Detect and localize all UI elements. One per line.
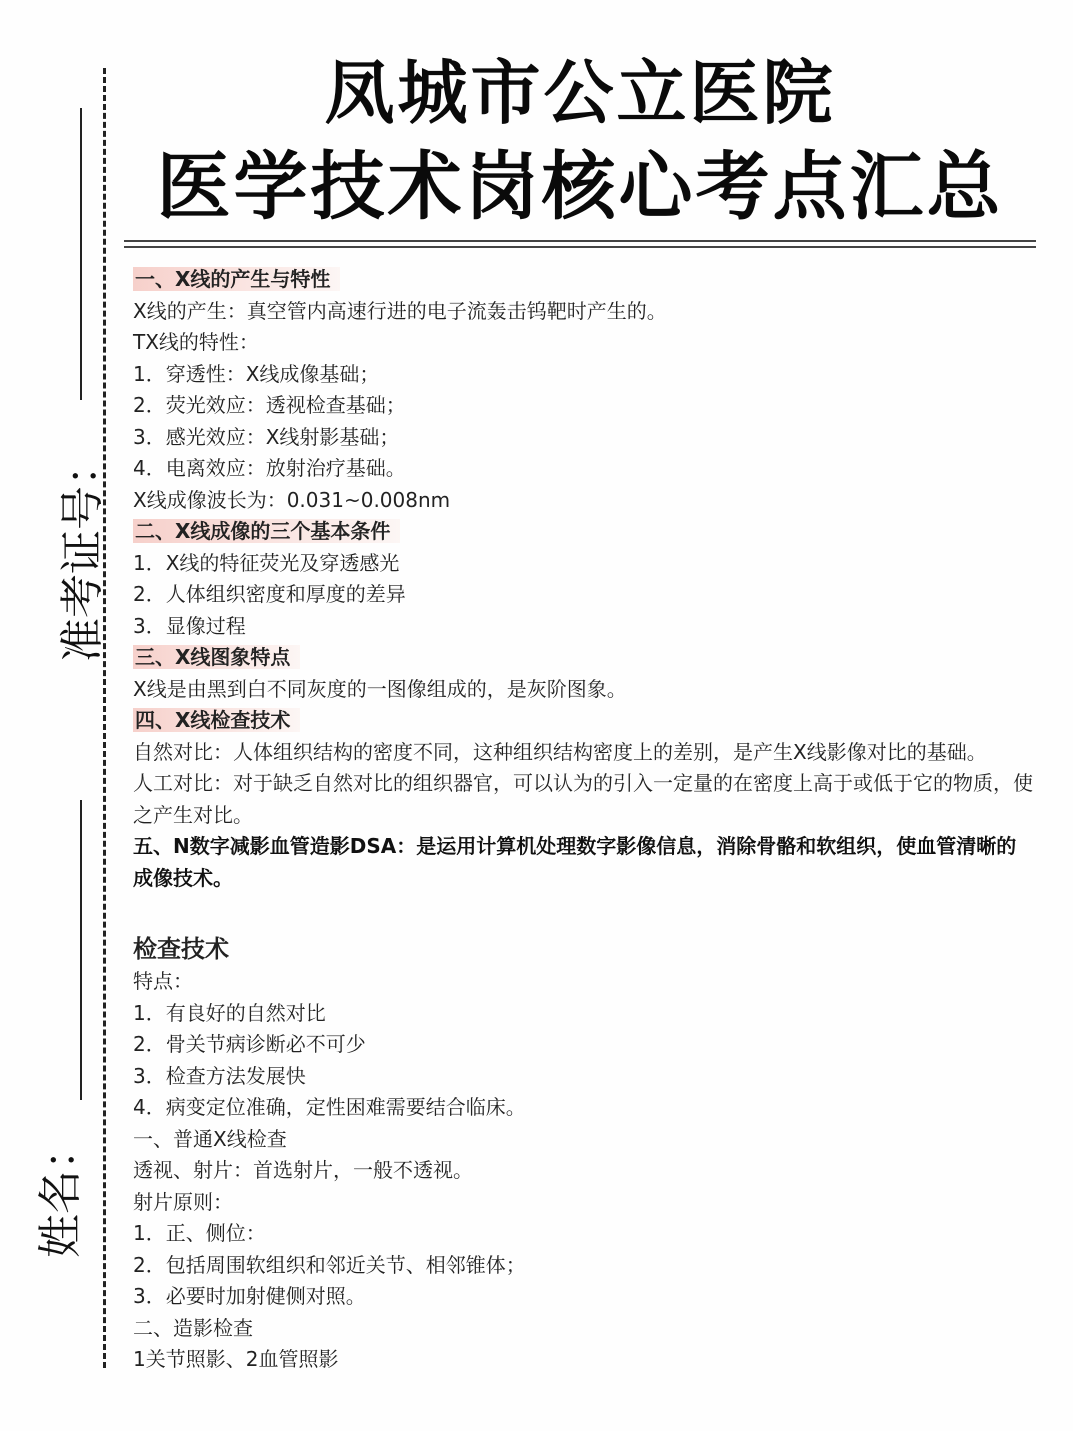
list-item: 4．病变定位准确，定性困难需要结合临床。 [133,1095,526,1119]
list-item: 2．人体组织密度和厚度的差异 [133,582,406,606]
section-title: 检查技术 [133,935,229,963]
exam-number-label: 准考证号： [57,442,108,662]
exam-number-blank-line [80,108,82,400]
list-item: 1．X线的特征荧光及穿透感光 [133,550,400,575]
sub-heading: 二、造影检查 [133,1315,253,1340]
list-item: 2．骨关节病诊断必不可少 [133,1032,366,1056]
text-line: 特点： [133,969,193,993]
section-heading: 三、X线图象特点 [133,642,1033,674]
section-heading: 一、X线的产生与特性 [133,264,1033,296]
sub-heading: 一、普通X线检查 [133,1126,287,1151]
text-paragraph: 人工对比：对于缺乏自然对比的组织器官，可以认为的引入一定量的在密度上高于或低于它的物质，使之产生对比。 [133,771,1033,827]
text-line: 透视、射片：首选射片，一般不透视。 [133,1158,473,1182]
text-line: X线成像波长为：0.031~0.008nm [133,487,451,512]
name-blank-line [80,800,82,1100]
text-line: 1关节照影、2血管照影 [133,1347,339,1371]
list-item: 3．必要时加射健侧对照。 [133,1284,366,1308]
list-item: 1．正、侧位： [133,1221,266,1245]
list-item: 2．包括周围软组织和邻近关节、相邻锥体； [133,1252,526,1277]
binding-dashed-line [103,68,106,1368]
text-paragraph: 自然对比：人体组织结构的密度不同，这种组织结构密度上的差别，是产生X线影像对比的基础。 [133,739,987,764]
list-item: 3．检查方法发展快 [133,1063,306,1088]
list-item: 2．荧光效应：透视检查基础； [133,393,406,417]
text-line: X线的产生：真空管内高速行进的电子流轰击钨靶时产生的。 [133,298,667,323]
title-rule [124,246,1036,248]
title-rule [124,240,1036,242]
list-item: 4．电离效应：放射治疗基础。 [133,456,406,480]
section-heading: 四、X线检查技术 [133,705,1033,737]
list-item: 3．感光效应：X线射影基础； [133,424,400,449]
name-label: 姓名： [35,1126,86,1258]
text-line: 射片原则： [133,1189,233,1214]
text-line: X线是由黑到白不同灰度的一图像组成的，是灰阶图象。 [133,676,627,701]
notes-content [133,264,1033,1376]
hospital-title: 凤城市公立医院 [324,52,836,134]
dsa-paragraph: 五、N数字减影血管造影DSA：是运用计算机处理数字影像信息，消除骨骼和软组织，使血管清晰的成像技术。 [133,834,1017,890]
section-heading: 二、X线成像的三个基本条件 [133,516,1033,548]
list-item: 1．有良好的自然对比 [133,1000,326,1025]
text-line: TX线的特性： [133,330,259,354]
list-item: 3．显像过程 [133,613,246,638]
list-item: 1．穿透性：X线成像基础； [133,361,380,386]
document-title: 医学技术岗核心考点汇总 [156,144,1004,230]
